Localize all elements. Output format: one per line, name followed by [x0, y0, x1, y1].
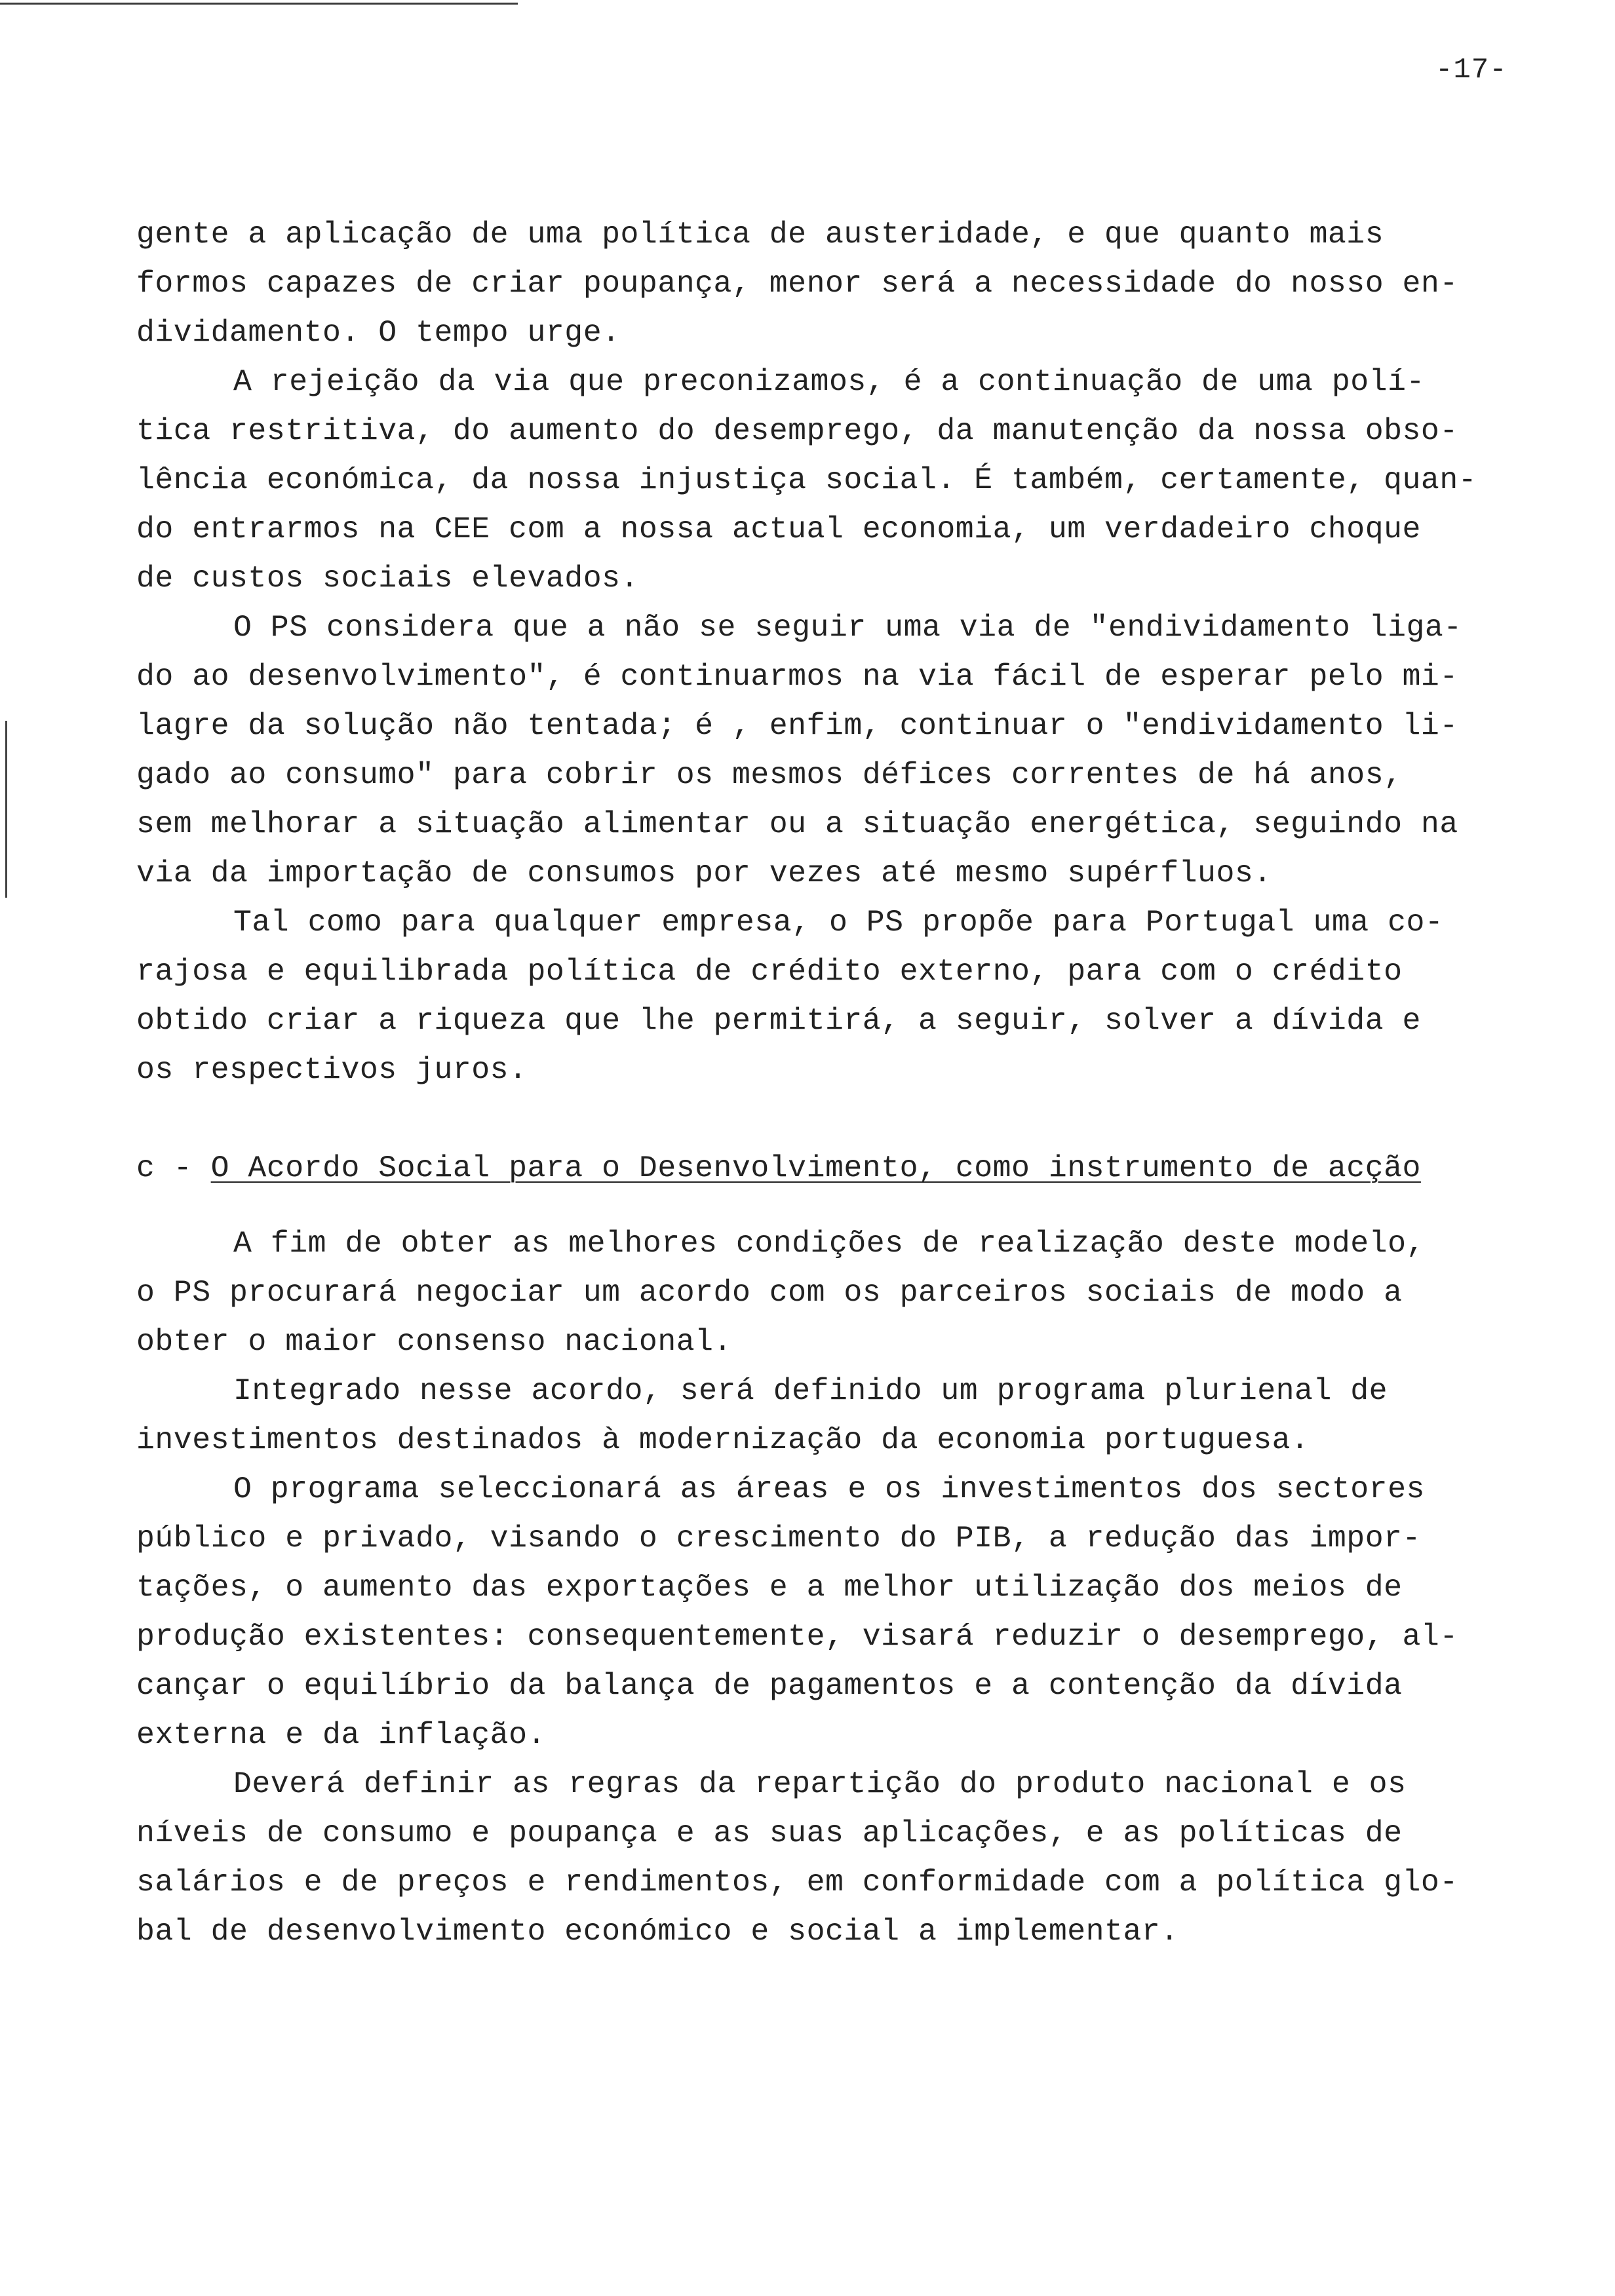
text-line: do ao desenvolvimento", é continuarmos na via fácil de esperar pelo mi- [136, 659, 1458, 694]
margin-mark [5, 721, 7, 898]
text-line: rajosa e equilibrada política de crédito externo, para com o crédito [136, 954, 1403, 989]
text-line: do entrarmos na CEE com a nossa actual economia, um verdadeiro choque [136, 512, 1421, 546]
text-line: dividamento. O tempo urge. [136, 315, 621, 350]
top-rule [0, 3, 518, 5]
paragraph [136, 898, 1552, 1094]
text-line: salários e de preços e rendimentos, em conformidade com a política glo- [136, 1865, 1458, 1900]
paragraph [136, 1464, 1552, 1759]
page-number: -17- [1435, 54, 1508, 86]
text-line: gado ao consumo" para cobrir os mesmos défices correntes de há anos, [136, 757, 1403, 792]
text-line: cançar o equilíbrio da balança de pagamentos e a contenção da dívida [136, 1668, 1403, 1703]
text-line: obter o maior consenso nacional. [136, 1324, 732, 1359]
spacer [136, 1094, 1552, 1143]
paragraph [136, 210, 1552, 357]
text-line: produção existentes: consequentemente, visará reduzir o desemprego, al- [136, 1619, 1458, 1654]
paragraph [136, 1759, 1552, 1956]
text-line: externa e da inflação. [136, 1717, 546, 1752]
section-title: O Acordo Social para o Desenvolvimento, como instrumento de acção [210, 1151, 1421, 1185]
text-line: Integrado nesse acordo, será definido um programa plurienal de [233, 1373, 1388, 1408]
text-line: O programa seleccionará as áreas e os investimentos dos sectores [233, 1472, 1425, 1506]
text-line: gente a aplicação de uma política de austeridade, e que quanto mais [136, 217, 1384, 252]
text-line: obtido criar a riqueza que lhe permitirá, a seguir, solver a dívida e [136, 1003, 1421, 1038]
text-line: O PS considera que a não se seguir uma via de "endividamento liga- [233, 610, 1462, 645]
text-line: A fim de obter as melhores condições de realização deste modelo, [233, 1226, 1425, 1261]
text-line: formos capazes de criar poupança, menor será a necessidade do nosso en- [136, 266, 1458, 301]
text-line: bal de desenvolvimento económico e social a implementar. [136, 1914, 1179, 1949]
text-line: os respectivos juros. [136, 1052, 528, 1087]
text-line: níveis de consumo e poupança e as suas aplicações, e as políticas de [136, 1816, 1403, 1850]
paragraph [136, 1366, 1552, 1464]
paragraph [136, 357, 1552, 603]
text-line: lência económica, da nossa injustiça social. É também, certamente, quan- [136, 463, 1477, 497]
text-line: público e privado, visando o crescimento do PIB, a redução das impor- [136, 1521, 1421, 1556]
text-line: A rejeição da via que preconizamos, é a continuação de uma polí- [233, 364, 1425, 399]
text-line: tica restritiva, do aumento do desemprego, da manutenção da nossa obso- [136, 413, 1458, 448]
page-text [136, 210, 1552, 1956]
text-line: Deverá definir as regras da repartição do produto nacional e os [233, 1767, 1407, 1801]
paragraph [136, 1219, 1552, 1366]
text-line: o PS procurará negociar um acordo com os parceiros sociais de modo a [136, 1275, 1403, 1310]
text-line: de custos sociais elevados. [136, 561, 639, 596]
section-prefix: c - [136, 1151, 211, 1185]
text-line: lagre da solução não tentada; é , enfim, continuar o "endividamento li- [136, 708, 1458, 743]
text-line: via da importação de consumos por vezes até mesmo supérfluos. [136, 856, 1272, 890]
spacer [136, 1193, 1552, 1219]
text-line: tações, o aumento das exportações e a melhor utilização dos meios de [136, 1570, 1403, 1605]
text-line: Tal como para qualquer empresa, o PS propõe para Portugal uma co- [233, 905, 1444, 940]
text-line: sem melhorar a situação alimentar ou a situação energética, seguindo na [136, 807, 1458, 841]
text-line: investimentos destinados à modernização da economia portuguesa. [136, 1423, 1310, 1457]
paragraph [136, 603, 1552, 898]
section-heading [136, 1143, 1552, 1193]
